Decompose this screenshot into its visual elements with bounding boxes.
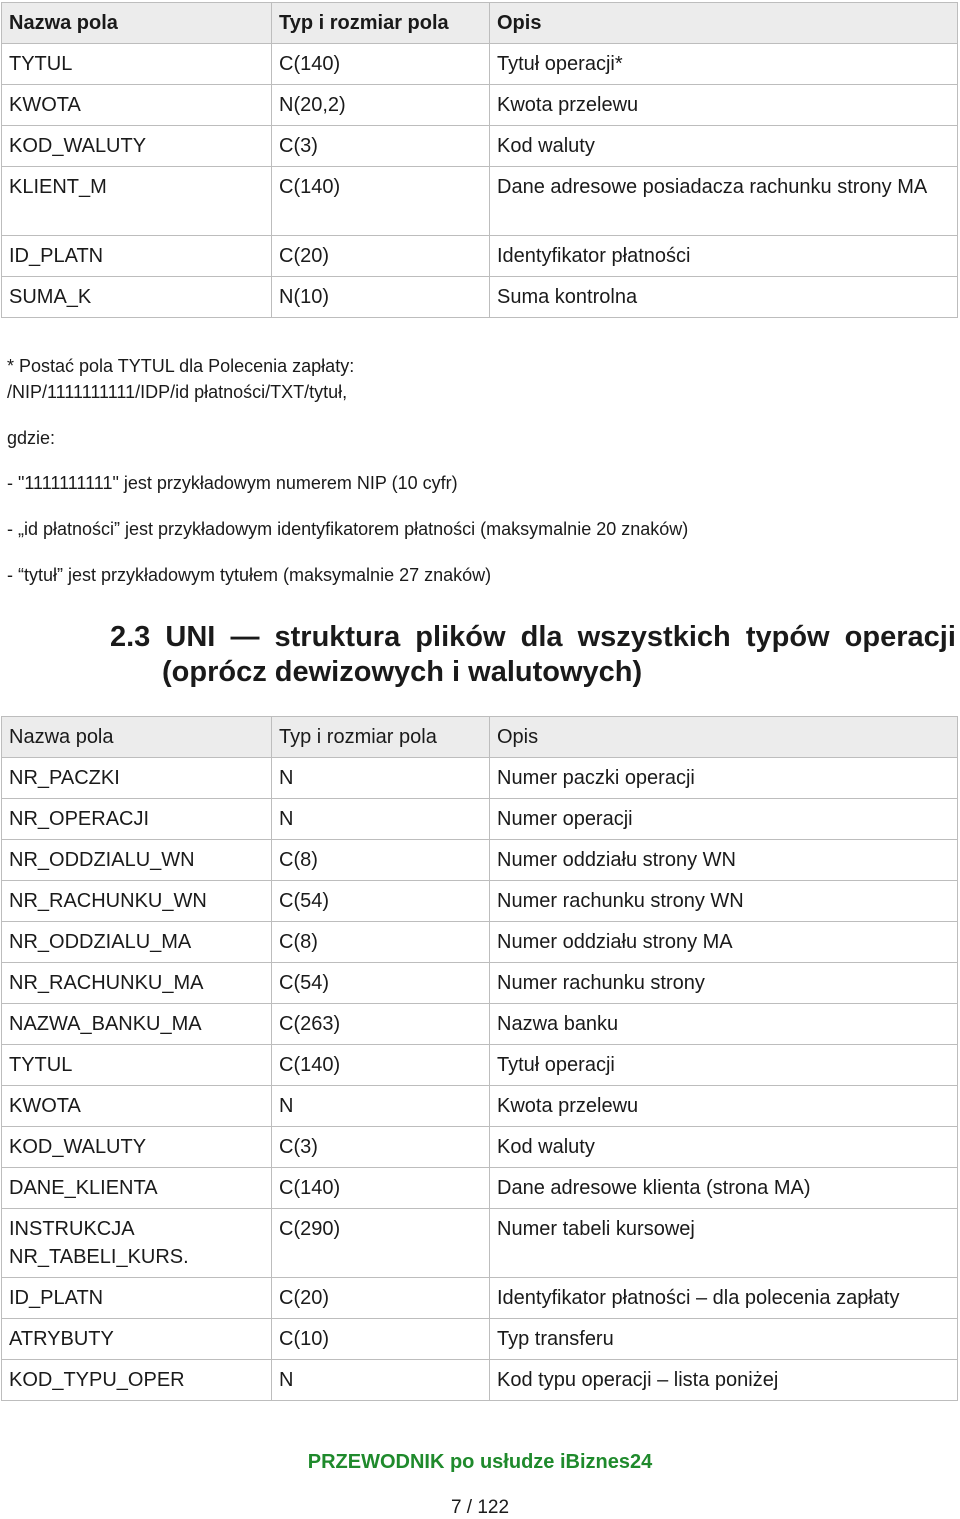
footer-title: PRZEWODNIK po usłudze iBiznes24 xyxy=(307,1451,653,1473)
field-name-cell: SUMA_K xyxy=(2,277,272,318)
field-name-cell: TYTUL xyxy=(2,44,272,85)
heading-word: dla xyxy=(520,621,563,653)
field-name-cell: KLIENT_M xyxy=(2,167,272,236)
field-name-cell: KWOTA xyxy=(2,1086,272,1127)
field-name-cell: KOD_WALUTY xyxy=(2,126,272,167)
header-field-type: Typ i rozmiar pola xyxy=(272,3,490,44)
heading-line-2: (oprócz dewizowych i walutowych) xyxy=(162,656,643,688)
field-name-cell: NR_ODDZIALU_MA xyxy=(2,922,272,963)
table-row xyxy=(2,277,958,318)
field-name-cell: ID_PLATN xyxy=(2,1278,272,1319)
heading-word: wszystkich xyxy=(577,621,731,653)
note-item-1: - "1111111111" jest przykładowym numerem NIP (10 cyfr) xyxy=(7,473,458,493)
field-type-cell: C(3) xyxy=(272,1127,490,1168)
field-name-cell: NAZWA_BANKU_MA xyxy=(2,1004,272,1045)
description-cell: Dane adresowe klienta (strona MA) xyxy=(490,1168,958,1209)
description-cell: Tytuł operacji* xyxy=(490,44,958,85)
description-cell: Dane adresowe posiadacza rachunku strony MA xyxy=(490,167,958,236)
field-name-cell: NR_PACZKI xyxy=(2,758,272,799)
field-name-cell: KOD_TYPU_OPER xyxy=(2,1360,272,1401)
table-row xyxy=(2,1086,958,1127)
field-table-1 xyxy=(1,2,958,318)
field-name-cell: ATRYBUTY xyxy=(2,1319,272,1360)
table-row xyxy=(2,840,958,881)
description-cell: Identyfikator płatności – dla polecenia zapłaty xyxy=(490,1278,958,1319)
description-cell: Numer oddziału strony MA xyxy=(490,922,958,963)
page-number: 7 / 122 xyxy=(450,1497,510,1518)
description-cell: Kod waluty xyxy=(490,126,958,167)
field-type-cell: C(20) xyxy=(272,1278,490,1319)
table-header-row xyxy=(2,3,958,44)
note-gdzie: gdzie: xyxy=(7,428,56,448)
note-star-line-1: * Postać pola TYTUL dla Polecenia zapłaty: xyxy=(7,356,355,376)
table-row xyxy=(2,1360,958,1401)
field-type-cell: C(290) xyxy=(272,1209,490,1278)
table-row xyxy=(2,799,958,840)
field-type-cell: N xyxy=(272,758,490,799)
table-row xyxy=(2,1168,958,1209)
field-type-cell: C(140) xyxy=(272,1045,490,1086)
field-table-2 xyxy=(1,716,958,1401)
section-heading xyxy=(110,620,956,690)
heading-word: typów xyxy=(745,621,830,653)
table-row xyxy=(2,85,958,126)
header-description: Opis xyxy=(490,717,958,758)
field-type-cell: C(263) xyxy=(272,1004,490,1045)
note-item-3: - “tytuł” jest przykładowym tytułem (maksymalnie 27 znaków) xyxy=(7,565,492,585)
field-type-cell: N(10) xyxy=(272,277,490,318)
description-cell: Identyfikator płatności xyxy=(490,236,958,277)
header-field-type: Typ i rozmiar pola xyxy=(272,717,490,758)
field-name-cell: NR_ODDZIALU_WN xyxy=(2,840,272,881)
table-row xyxy=(2,1319,958,1360)
field-type-cell: C(54) xyxy=(272,963,490,1004)
table-header-row xyxy=(2,717,958,758)
field-name-cell: INSTRUKCJA NR_TABELI_KURS. xyxy=(2,1209,272,1278)
field-name-cell: NR_RACHUNKU_MA xyxy=(2,963,272,1004)
field-type-cell: N xyxy=(272,1086,490,1127)
description-cell: Numer oddziału strony WN xyxy=(490,840,958,881)
field-type-cell: C(140) xyxy=(272,44,490,85)
heading-word: struktura xyxy=(274,621,401,653)
note-star-line-2: /NIP/1111111111/IDP/id płatności/TXT/tytuł, xyxy=(7,382,348,402)
description-cell: Numer rachunku strony WN xyxy=(490,881,958,922)
field-type-cell: C(8) xyxy=(272,922,490,963)
field-type-cell: C(8) xyxy=(272,840,490,881)
table-row xyxy=(2,1278,958,1319)
description-cell: Numer tabeli kursowej xyxy=(490,1209,958,1278)
description-cell: Numer rachunku strony xyxy=(490,963,958,1004)
field-name-cell: NR_OPERACJI xyxy=(2,799,272,840)
field-type-cell: C(10) xyxy=(272,1319,490,1360)
description-cell: Tytuł operacji xyxy=(490,1045,958,1086)
description-cell: Nazwa banku xyxy=(490,1004,958,1045)
description-cell: Kod typu operacji – lista poniżej xyxy=(490,1360,958,1401)
table-row xyxy=(2,1045,958,1086)
description-cell: Kod waluty xyxy=(490,1127,958,1168)
field-type-cell: C(54) xyxy=(272,881,490,922)
table-row xyxy=(2,963,958,1004)
field-type-cell: C(3) xyxy=(272,126,490,167)
header-description: Opis xyxy=(490,3,958,44)
field-name-cell: KWOTA xyxy=(2,85,272,126)
description-cell: Numer paczki operacji xyxy=(490,758,958,799)
table-row xyxy=(2,758,958,799)
heading-word: operacji xyxy=(844,621,956,653)
field-name-cell: TYTUL xyxy=(2,1045,272,1086)
table-row xyxy=(2,1127,958,1168)
table-row xyxy=(2,236,958,277)
table-row xyxy=(2,1004,958,1045)
field-type-cell: N xyxy=(272,799,490,840)
table-row xyxy=(2,922,958,963)
heading-number: 2.3 xyxy=(110,621,151,653)
heading-word: plików xyxy=(415,621,506,653)
table-row xyxy=(2,167,958,236)
field-type-cell: N(20,2) xyxy=(272,85,490,126)
field-name-cell: DANE_KLIENTA xyxy=(2,1168,272,1209)
description-cell: Kwota przelewu xyxy=(490,1086,958,1127)
note-item-2: - „id płatności” jest przykładowym identyfikatorem płatności (maksymalnie 20 znaków) xyxy=(7,519,689,539)
table-row xyxy=(2,44,958,85)
heading-word: UNI xyxy=(165,621,216,653)
table-row xyxy=(2,881,958,922)
description-cell: Kwota przelewu xyxy=(490,85,958,126)
description-cell: Suma kontrolna xyxy=(490,277,958,318)
header-field-name: Nazwa pola xyxy=(2,3,272,44)
field-name-cell: ID_PLATN xyxy=(2,236,272,277)
description-cell: Numer operacji xyxy=(490,799,958,840)
description-cell: Typ transferu xyxy=(490,1319,958,1360)
field-type-cell: N xyxy=(272,1360,490,1401)
field-name-cell: KOD_WALUTY xyxy=(2,1127,272,1168)
field-type-cell: C(20) xyxy=(272,236,490,277)
header-field-name: Nazwa pola xyxy=(2,717,272,758)
field-name-cell: NR_RACHUNKU_WN xyxy=(2,881,272,922)
field-type-cell: C(140) xyxy=(272,1168,490,1209)
field-type-cell: C(140) xyxy=(272,167,490,236)
heading-word: — xyxy=(230,621,260,653)
table-row xyxy=(2,1209,958,1278)
table-row xyxy=(2,126,958,167)
